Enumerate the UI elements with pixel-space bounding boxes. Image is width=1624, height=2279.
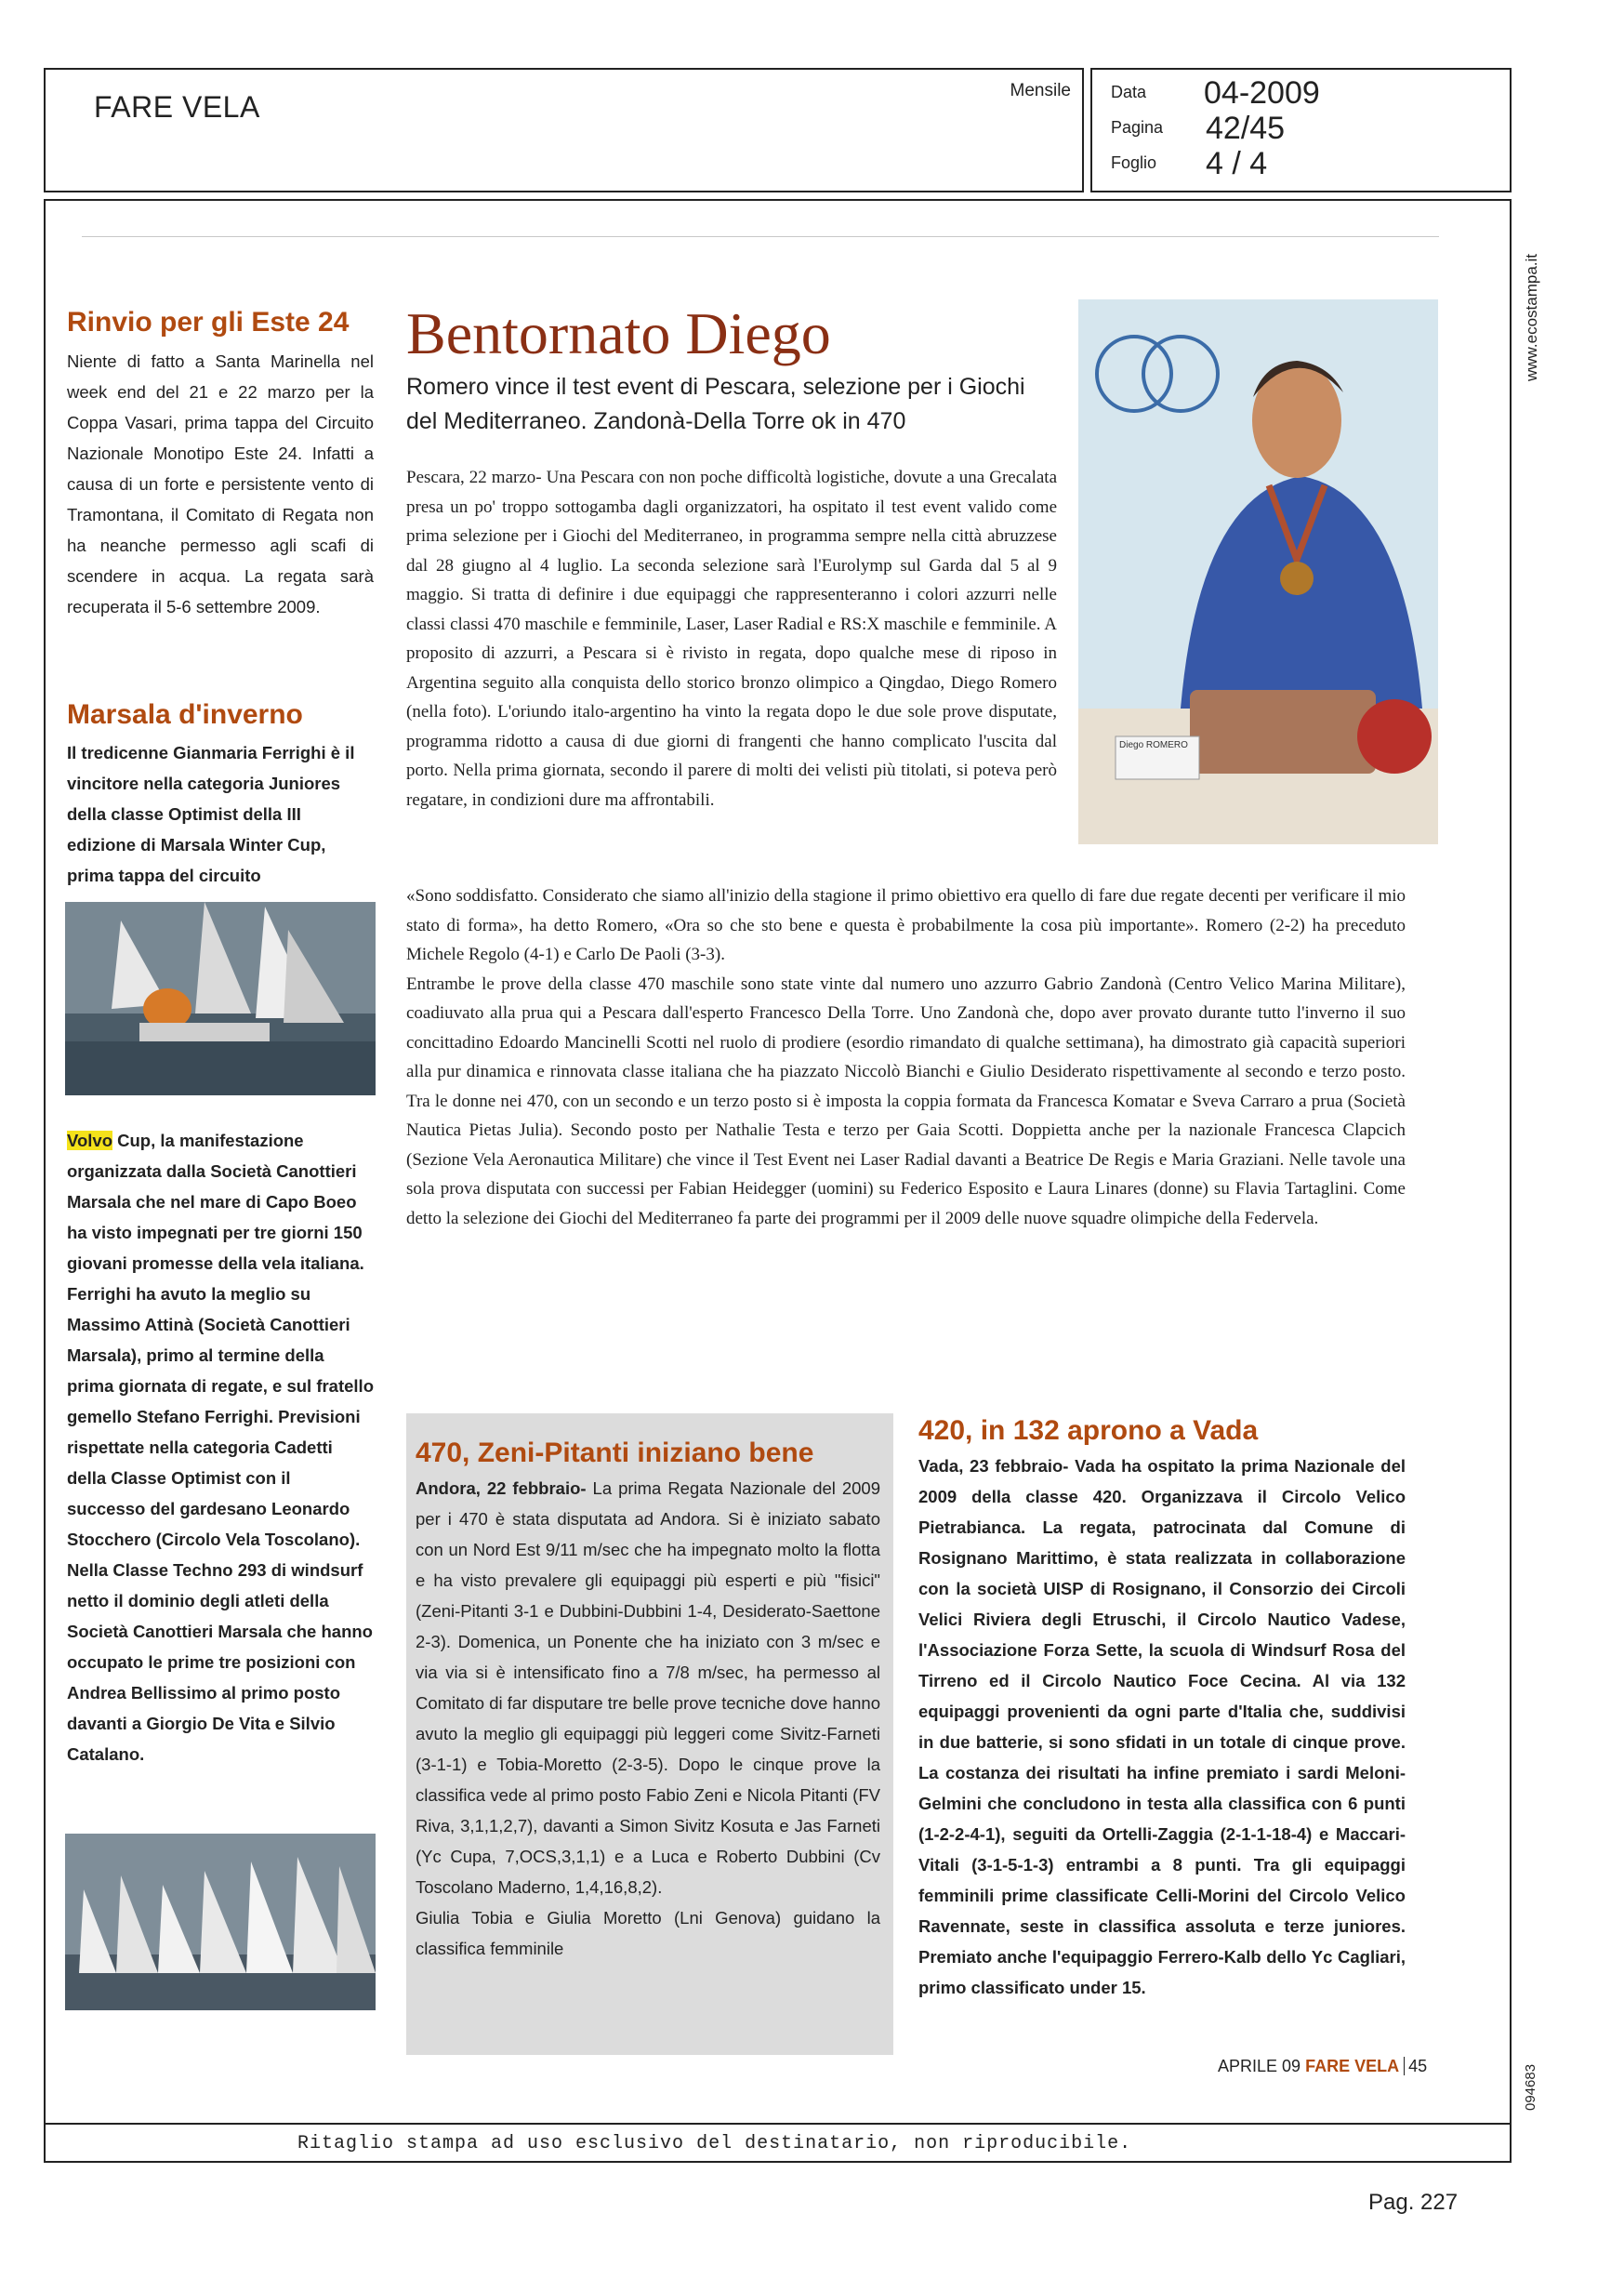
este-title: Rinvio per gli Este 24 bbox=[67, 307, 350, 338]
footer-issue: APRILE 09 bbox=[1218, 2057, 1301, 2075]
box420-dateline: Vada, 23 febbraio- bbox=[918, 1456, 1069, 1476]
article-body-a: Una Pescara con non poche difficoltà logistiche, dovute a una Grecalata presa un po' troppo sottogamba dagli organizzatori, ha ospitato il test event valido come prima selezione per i Giochi del Mediterraneo, in programma sempre nella città abruzzese dal 28 giugno al 4 luglio. La seconda selezione sarà l'Eurolymp sul Garda dal 5 al 9 maggio. Si tratta di definire i due equipaggi che rappresenteranno i colori azzurri nelle classi classi 470 maschile e femminile, Laser, Laser Radial e RS:X maschile e femminile. A proposito di azzurri, a Pescara si è rivisto in regata, dopo qualche mese di riposo in Argentina seguito alla conquista dello storico bronzo olimpico a Qingdao, Diego Romero (nella foto). L'oriundo italo-argentino ha vinto la regata dopo le due sole prove disputate, programma ridotto a causa di due giorni di frangenti che hanno complicato l'uscita dal porto. Nella prima giornata, secondo il parere di molti dei velisti più titolati, si poteva però regatare, in condizioni dure ma affrontabili. bbox=[406, 468, 1057, 810]
article-title: Bentornato Diego bbox=[406, 300, 831, 366]
marsala-title: Marsala d'inverno bbox=[67, 699, 303, 730]
article-body-top bbox=[406, 463, 1057, 815]
diego-romero-image bbox=[1078, 299, 1438, 844]
box420-body bbox=[918, 1451, 1406, 2003]
top-divider bbox=[82, 236, 1439, 237]
box420-text: Vada ha ospitato la prima Nazionale del 2009 della classe 420. Organizzava il Circolo Velico Pietrabianca. La regata, patrocinata dal Comune di Rosignano Marittimo, è stata realizzata in collaborazione con la società UISP di Rosignano, il Consorzio dei Circoli Velici Riviera degli Etruschi, il Circolo Nautico Vadese, l'Associazione Forza Sette, la scuola di Windsurf Rosa del Tirreno ed il Circolo Nautico Foce Cecina. Al via 132 equipaggi provenienti da ogni parte d'Italia che, suddivisi in due batterie, si sono sfidati in un totale di cinque prove. La costanza dei risultati ha infine premiato i sardi Meloni-Gelmini che concludono in testa alla classifica con 6 punti (1-2-2-4-1), seguiti da Ortelli-Zaggia (2-1-1-18-4) e Maccari-Vitali (3-1-5-1-3) entrambi a 8 punti. Tra gli equipaggi femminili prime classificate Celli-Morini del Circolo Velico Ravennate, seste in classifica assoluta e terze juniores. Premiato anche l'equipaggio Ferrero-Kalb dello Yc Cagliari, primo classificato under 15. bbox=[918, 1456, 1406, 1997]
article-dateline: Pescara, 22 marzo- bbox=[406, 468, 542, 487]
header-publication-box bbox=[44, 68, 1084, 192]
marsala-body bbox=[67, 1125, 374, 1822]
footer-magazine: FARE VELA bbox=[1305, 2057, 1400, 2075]
footer-page: 45 bbox=[1404, 2057, 1427, 2075]
optimist-sailing-photo bbox=[65, 902, 376, 1095]
box-470 bbox=[406, 1413, 893, 2055]
credit-divider bbox=[44, 2123, 1512, 2125]
date-label: Data bbox=[1111, 83, 1147, 101]
este-body: Niente di fatto a Santa Marinella nel week end del 21 e 22 marzo per la Coppa Vasari, prima tappa del Circuito Nazionale Monotipo Este 24. Infatti a causa di un forte e persistente vento di Tramontana, il Comitato di Regata non ha neanche permesso agli scafi di scendere in acqua. La regata sarà recuperata il 5-6 settembre 2009. bbox=[67, 351, 374, 616]
sheet-value: 4 / 4 bbox=[1206, 146, 1268, 181]
diego-romero-photo bbox=[1078, 299, 1438, 844]
optimist-fleet-image bbox=[65, 1834, 376, 2010]
page-footer bbox=[1218, 2057, 1427, 2076]
box470-title: 470, Zeni-Pitanti iniziano bene bbox=[416, 1438, 814, 1468]
page-number: Pag. 227 bbox=[1368, 2190, 1459, 2215]
box470-text: La prima Regata Nazionale del 2009 per i 470 è stata disputata ad Andora. Si è iniziato sabato con un Nord Est 9/11 m/sec che ha impegnato molto la flotta e ha visto prevalere gli equipaggi più esperti e più "fisici" (Zeni-Pitanti 3-1 e Dubbini-Dubbini 1-4, Desiderato-Saettone 2-3). Domenica, un Ponente che ha iniziato con 3 m/sec e via via si è intensificato fino a 7/8 m/sec, ha permesso al Comitato di far disputare tre belle prove tecniche dove hanno avuto la meglio gli equipaggi più leggeri come Sivitz-Farneti (3-1-1) e Tobia-Moretto (2-3-5). Dopo le cinque prove la classifica vede al primo posto Fabio Zeni e Nicola Pitanti (FV Riva, 3,1,1,2,7), davanti a Simon Sivitz Kosuta e Jas Farneti (Yc Cupa, 7,OCS,3,1,1) e a Luca e Roberto Dubbini (Cv Toscolano Maderno, 1,4,16,8,2). bbox=[416, 1478, 881, 1897]
article-subtitle: Romero vince il test event di Pescara, selezione per i Giochi del Mediterraneo. Zandonà-Della Torre ok in 470 bbox=[406, 374, 1025, 434]
frequency-label: Mensile bbox=[1010, 81, 1071, 100]
page-value: 42/45 bbox=[1206, 111, 1286, 146]
box420-title: 420, in 132 aprono a Vada bbox=[918, 1415, 1259, 1446]
box470-body bbox=[416, 1473, 880, 1964]
box470-text2: Giulia Tobia e Giulia Moretto (Lni Genova) guidano la classifica femminile bbox=[416, 1908, 880, 1958]
box470-dateline: Andora, 22 febbraio- bbox=[416, 1478, 587, 1498]
article-body-b: «Sono soddisfatto. Considerato che siamo all'inizio della stagione il primo obiettivo era quello di fare due regate decenti per verificare il mio stato di forma», ha detto Romero, «Ora so che sto bene e questa è probabilmente la cosa più importante». Romero (2-2) ha preceduto Michele Regolo (4-1) e Carlo De Paoli (3-3). bbox=[406, 886, 1406, 964]
photo-caption: Diego ROMERO bbox=[1119, 740, 1188, 750]
sheet-label: Foglio bbox=[1111, 153, 1157, 172]
marsala-body-text: Cup, la manifestazione organizzata dalla Società Canottieri Marsala che nel mare di Capo Boeo ha visto impegnati per tre giorni 150 giovani promesse della vela italiana. Ferrighi ha avuto la meglio su Massimo Attinà (Società Canottieri Marsala), primo al termine della prima giornata di regate, e sul fratello gemello Stefano Ferrighi. Previsioni rispettate nella categoria Cadetti della Classe Optimist con il successo del gardesano Leonardo Stocchero (Circolo Vela Toscolano). Nella Classe Techno 293 di windsurf netto il dominio degli atleti della Società Canottieri Marsala che hanno occupato le prime tre posizioni con Andrea Bellissimo al primo posto davanti a Giorgio De Vita e Silvio Catalano. bbox=[67, 1131, 375, 1764]
volvo-highlight: Volvo bbox=[67, 1131, 112, 1150]
credit-line: Ritaglio stampa ad uso esclusivo del destinatario, non riproducibile. bbox=[297, 2133, 1132, 2154]
side-url: www.ecostampa.it bbox=[1523, 254, 1540, 381]
date-value: 04-2009 bbox=[1204, 75, 1320, 111]
page-label: Pagina bbox=[1111, 118, 1164, 137]
header-meta-box bbox=[1090, 68, 1512, 192]
publication-name: FARE VELA bbox=[94, 90, 260, 124]
marsala-intro: Il tredicenne Gianmaria Ferrighi è il vincitore nella categoria Juniores della classe Optimist della III edizione di Marsala Winter Cup, prima tappa del circuito bbox=[67, 743, 355, 885]
side-code: 094683 bbox=[1523, 2063, 1538, 2111]
optimist-fleet-photo bbox=[65, 1834, 376, 2010]
article-body-bottom bbox=[406, 881, 1406, 1233]
article-body-c: Entrambe le prove della classe 470 maschile sono state vinte dal numero uno azzurro Gabrio Zandonà (Centro Velico Marina Militare), coadiuvato alla prua qui a Pescara dall'esperto Francesco Della Torre. Uno Zandonà che, dopo aver provato durante tutto l'inverno il suo concittadino Edoardo Mancinelli Scotti nel ruolo di prodiere (esordio rimandato di qualche settimana), ha dimostrato già capacità superiori alla pur dinamica e rinnovata classe italiana che ha piazzato Niccolò Bianchi e Giulio Desiderato rispettivamente al secondo e terzo posto. Tra le donne nei 470, con un secondo e un terzo posto si è imposta la coppia formata da Francesca Komatar e Sveva Carraro a prua (Società Nautica Pietas Julia). Secondo posto per Nathalie Testa e terzo per Gaia Scotti. Doppietta anche per la nazionale Francesca Clapcich (Sezione Vela Aeronautica Militare) che vince il Test Event nei Laser Radial davanti a Beatrice De Regis e Maria Graziani. Nelle tavole una sola prova disputata con successi per Fabian Heidegger (uomini) su Federico Esposito e Laura Linares (donne) su Flavia Tartaglini. Come detto la selezione dei Giochi del Mediterraneo fa parte dei programmi per il 2009 delle nuove squadre olimpiche della Federvela. bbox=[406, 974, 1406, 1228]
optimist-sailing-image bbox=[65, 902, 376, 1095]
